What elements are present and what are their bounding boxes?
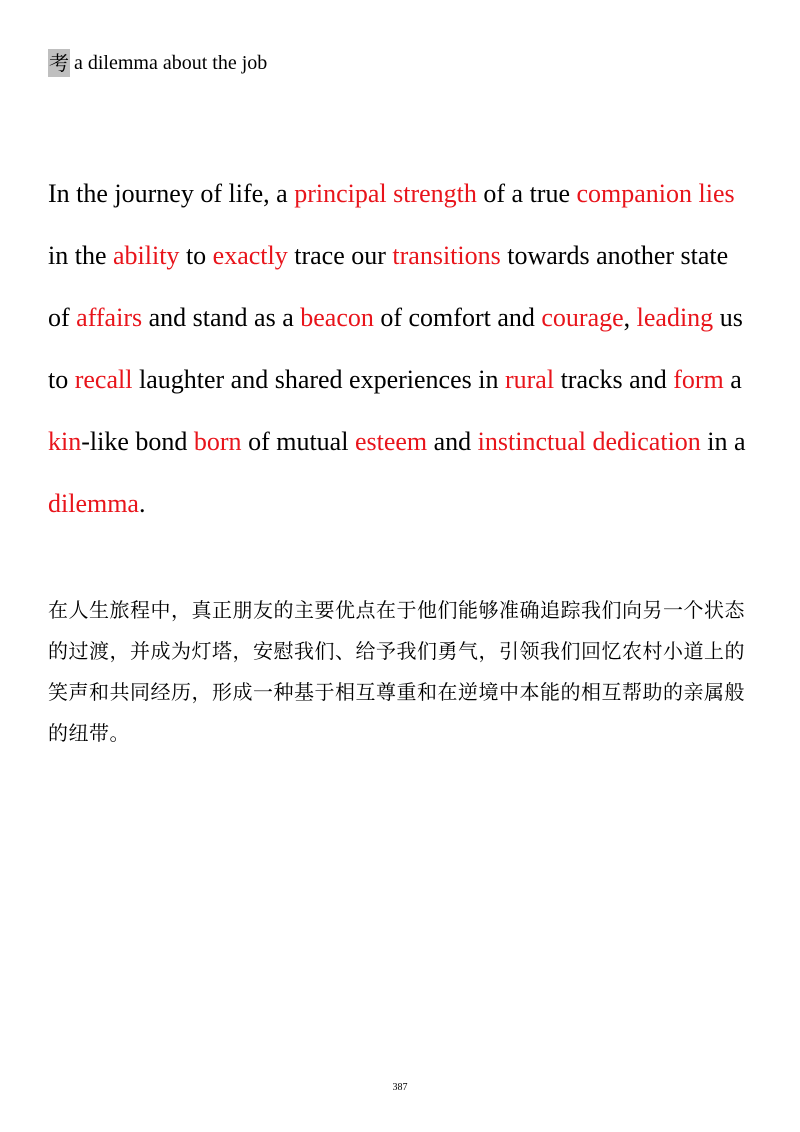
text-segment: in the bbox=[48, 241, 113, 270]
highlighted-word: esteem bbox=[354, 427, 428, 456]
highlighted-word: companion bbox=[576, 179, 693, 208]
text-segment: of mutual bbox=[241, 427, 355, 456]
text-segment: laughter and shared experiences in bbox=[132, 365, 505, 394]
highlighted-word: courage bbox=[541, 303, 624, 332]
highlighted-word: dedication bbox=[592, 427, 701, 456]
text-segment: a bbox=[723, 365, 742, 394]
text-segment: and bbox=[427, 427, 478, 456]
text-segment: towards another state of bbox=[48, 241, 729, 332]
highlighted-word: kin bbox=[48, 427, 82, 456]
highlighted-word: dilemma bbox=[48, 489, 139, 518]
highlighted-word: principal bbox=[294, 179, 387, 208]
highlighted-word: leading bbox=[636, 303, 714, 332]
english-paragraph bbox=[48, 163, 748, 535]
header-marker: 考 bbox=[49, 51, 69, 75]
chinese-paragraph: 在人生旅程中，真正朋友的主要优点在于他们能够准确追踪我们向另一个状态的过渡，并成为灯塔，安慰我们、给予我们勇气，引领我们回忆农村小道上的笑声和共同经历，形成一种基于相互尊重和在逆境中本能的相互帮助的亲属般的纽带。 bbox=[48, 598, 745, 745]
highlighted-word: recall bbox=[74, 365, 133, 394]
text-segment: of comfort and bbox=[373, 303, 542, 332]
header-title: a dilemma about the job bbox=[74, 51, 268, 74]
text-segment: tracks and bbox=[554, 365, 674, 394]
text-segment: In the journey of life, a bbox=[48, 179, 295, 208]
highlighted-word: form bbox=[673, 365, 724, 394]
highlighted-word: exactly bbox=[212, 241, 288, 270]
text-segment: and stand as a bbox=[142, 303, 301, 332]
text-segment: -like bond bbox=[81, 427, 194, 456]
text-segment: in a bbox=[700, 427, 746, 456]
page-header bbox=[48, 48, 267, 78]
highlighted-word: instinctual bbox=[477, 427, 586, 456]
highlighted-word: born bbox=[193, 427, 242, 456]
text-segment: us to bbox=[48, 303, 743, 394]
highlighted-word: beacon bbox=[300, 303, 374, 332]
text-segment: of a true bbox=[476, 179, 577, 208]
highlighted-word: transitions bbox=[392, 241, 501, 270]
text-segment: to bbox=[179, 241, 213, 270]
highlighted-word: rural bbox=[504, 365, 555, 394]
highlighted-word: strength bbox=[393, 179, 477, 208]
highlighted-word: affairs bbox=[76, 303, 143, 332]
highlighted-word: ability bbox=[113, 241, 180, 270]
text-segment: , bbox=[623, 303, 637, 332]
text-segment: . bbox=[138, 489, 146, 518]
highlighted-word: lies bbox=[698, 179, 735, 208]
text-segment: trace our bbox=[287, 241, 393, 270]
page-number: 387 bbox=[392, 1082, 408, 1093]
